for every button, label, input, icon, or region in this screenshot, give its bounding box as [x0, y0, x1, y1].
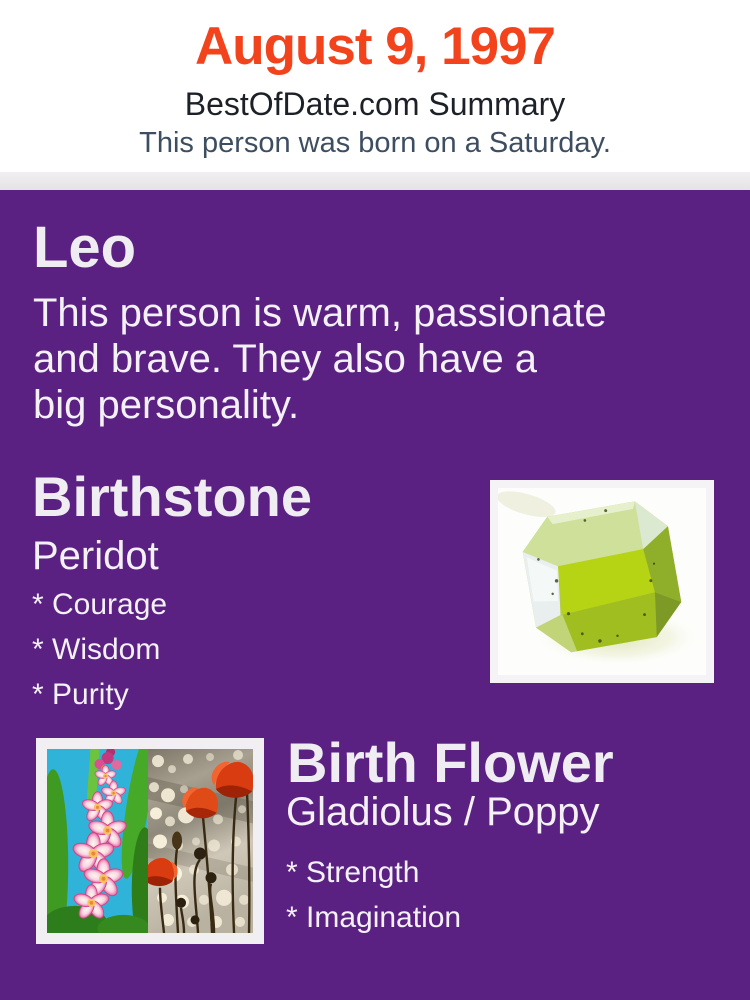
born-day-line: This person was born on a Saturday. — [139, 127, 611, 159]
trait-item: * Wisdom — [32, 633, 161, 666]
peridot-gem-art — [498, 488, 706, 675]
zodiac-sign-heading: Leo — [33, 215, 137, 280]
trait-item: * Purity — [32, 678, 129, 711]
card-body — [0, 190, 750, 1000]
zodiac-description-line: big personality. — [33, 383, 300, 427]
site-summary-subtitle: BestOfDate.com Summary — [184, 86, 566, 122]
divider-strip — [0, 172, 750, 190]
date-title: August 9, 1997 — [194, 17, 556, 76]
birth-flower-name: Gladiolus / Poppy — [286, 790, 600, 834]
birth-flower-heading: Birth Flower — [287, 731, 614, 794]
zodiac-description-line: This person is warm, passionate — [33, 291, 607, 335]
trait-item: * Strength — [286, 856, 420, 889]
birthstone-traits — [32, 582, 167, 717]
trait-item: * Courage — [32, 588, 168, 621]
poppy-photo-art — [148, 749, 253, 933]
zodiac-description — [33, 290, 607, 428]
birth-flower-traits — [286, 850, 461, 940]
trait-item: * Imagination — [286, 901, 462, 934]
gladiolus-photo-art — [47, 749, 148, 933]
peridot-gemstone-image — [490, 480, 714, 683]
zodiac-description-line: and brave. They also have a — [33, 337, 538, 381]
birth-flower-image — [36, 738, 264, 944]
birthstone-name: Peridot — [32, 534, 159, 578]
birthstone-heading: Birthstone — [32, 465, 312, 528]
